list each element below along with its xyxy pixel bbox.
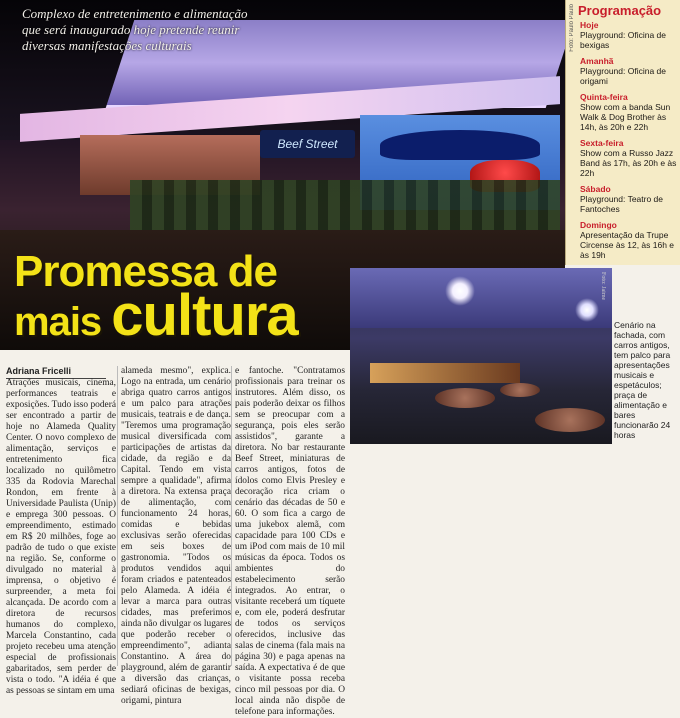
schedule-item bbox=[580, 20, 680, 50]
sidebar-photo-credit: Foto: Paulo Paulo bbox=[569, 4, 575, 52]
schedule-text: Playground: Oficina de bexigas bbox=[580, 30, 666, 50]
schedule-text: Playground: Oficina de origami bbox=[580, 66, 666, 86]
headline-line-2 bbox=[14, 283, 298, 348]
schedule-day: Quinta-feira bbox=[580, 92, 628, 102]
bar-counter bbox=[370, 363, 520, 383]
interior-photo bbox=[350, 268, 612, 444]
column-divider bbox=[117, 366, 118, 666]
schedule-item bbox=[580, 220, 680, 260]
headline bbox=[14, 247, 374, 348]
table bbox=[500, 383, 540, 397]
schedule-item bbox=[580, 92, 680, 132]
schedule-day: Amanhã bbox=[580, 56, 614, 66]
wave-mural bbox=[380, 130, 540, 160]
table bbox=[435, 388, 495, 408]
schedule-day: Hoje bbox=[580, 20, 599, 30]
headline-word-cultura: cultura bbox=[111, 283, 298, 348]
programacao-sidebar bbox=[565, 0, 680, 265]
ceiling bbox=[350, 268, 612, 328]
schedule-text: Apresentação da Trupe Circense às 12, às 16h e às 19h bbox=[580, 230, 675, 260]
ceiling-light bbox=[575, 298, 599, 322]
beef-street-sign: Beef Street bbox=[260, 130, 355, 158]
schedule-item bbox=[580, 138, 680, 178]
schedule-day: Sábado bbox=[580, 184, 611, 194]
interior-photo-caption: Cenário na fachada, com carros antigos, tem palco para apresentações musicais e espetáculos; praça de alimentação e bares funcionarão 24 horas bbox=[614, 320, 671, 440]
table bbox=[535, 408, 605, 432]
interior-photo-credit: Foto: Jaime bbox=[600, 272, 606, 301]
byline: Adriana Fricelli bbox=[6, 366, 106, 379]
sidebar-title: Programação bbox=[578, 3, 662, 18]
headline-word-mais: mais bbox=[14, 300, 102, 344]
schedule-day: Domingo bbox=[580, 220, 617, 230]
schedule-day: Sexta-feira bbox=[580, 138, 624, 148]
schedule-text: Playground: Teatro de Fantoches bbox=[580, 194, 664, 214]
schedule-item bbox=[580, 184, 680, 214]
schedule-text: Show com a banda Sun Walk & Dog Brother às 14h, às 20h e 22h bbox=[580, 102, 671, 132]
intro-caption: Complexo de entretenimento e alimentação que será inaugurado hoje pretende reunir diversas manifestações culturais bbox=[22, 6, 248, 53]
column-divider bbox=[231, 366, 232, 666]
article-column-1: Atrações musicais, cinema, performances teatrais e exposições. Tudo isso poderá ser encontrado a partir de hoje no Alameda Quality Center. O novo complexo de alimentação, serviços e entretenimento fica localizado no quilômetro 335 da Rodovia Marechal Rondon, em frente à Universidade Paulista (Unip) e emprega 300 pessoas. O empreendimento, estimado em R$ 20 milhões, foge ao padrão de tudo o que existe na região. Se, conforme o divulgado no material à imprensa, o objetivo é surpreender, a meta foi alcançada. De acordo com a diretora de recursos humanos do complexo, Marcela Constantino, cada projeto recebeu uma atenção especial de profissionais gabaritados, sem perder de vista o todo. "A idéia é que as pessoas se sintam em uma bbox=[6, 378, 116, 696]
ceiling-light bbox=[445, 276, 475, 306]
schedule-text: Show com a Russo Jazz Band às 17h, às 20h e às 22h bbox=[580, 148, 677, 178]
article-column-2: alameda mesmo", explica. Logo na entrada, um cenário abriga quatro carros antigos e um palco para atrações musicais, teatrais e de dança. "Teremos uma programação musical diversificada com participações de artistas da cidade, da região e da Capital. Tendo em vista sempre a qualidade", afirma a diretora. Na extensa praça de alimentação, com funcionamento 24 horas, comidas e bebidas exclusivas serão oferecidas em seis boxes de gastronomia. "Todos os produtos vendidos aqui foram criados e patenteados pelo Alameda. A idéia é levar a marca para outras cidades, mas preferimos ainda não divulgar os lugares que poderão receber o empreendimento", adianta Constantino. A área do playground, além de garantir a diversão das crianças, sediará oficinas de bexigas, origami, pintura bbox=[121, 366, 231, 706]
schedule-item bbox=[580, 56, 680, 86]
article-column-3: e fantoche. "Contratamos profissionais para treinar os instrutores. Além disso, os pais poderão deixar os filhos sem se preocupar com a segurança, pois eles serão assistidos", garante a diretora. No bar restaurante Beef Street, miniaturas de carros antigos, fotos de ídolos como Elvis Presley e decoração rica criam o cenário das décadas de 50 e 60. O som fica a cargo de uma jukebox alemã, com capacidade para 100 CDs e um iPod com mais de 10 mil músicas da época. Todos os ambientes do estabelecimento serão integrados. Ao entrar, o visitante receberá um tíquete e, com ele, poderá desfrutar de todos os serviços oferecidos, inclusive das salas de cinema (fala mais na página 30) e paga apenas na saída. A expectativa é de que o visitante possa receba cinco mil pessoas por dia. O local ainda não dispõe de telefone para informações. bbox=[235, 366, 345, 717]
headline-line-1: Promessa de bbox=[14, 247, 277, 296]
